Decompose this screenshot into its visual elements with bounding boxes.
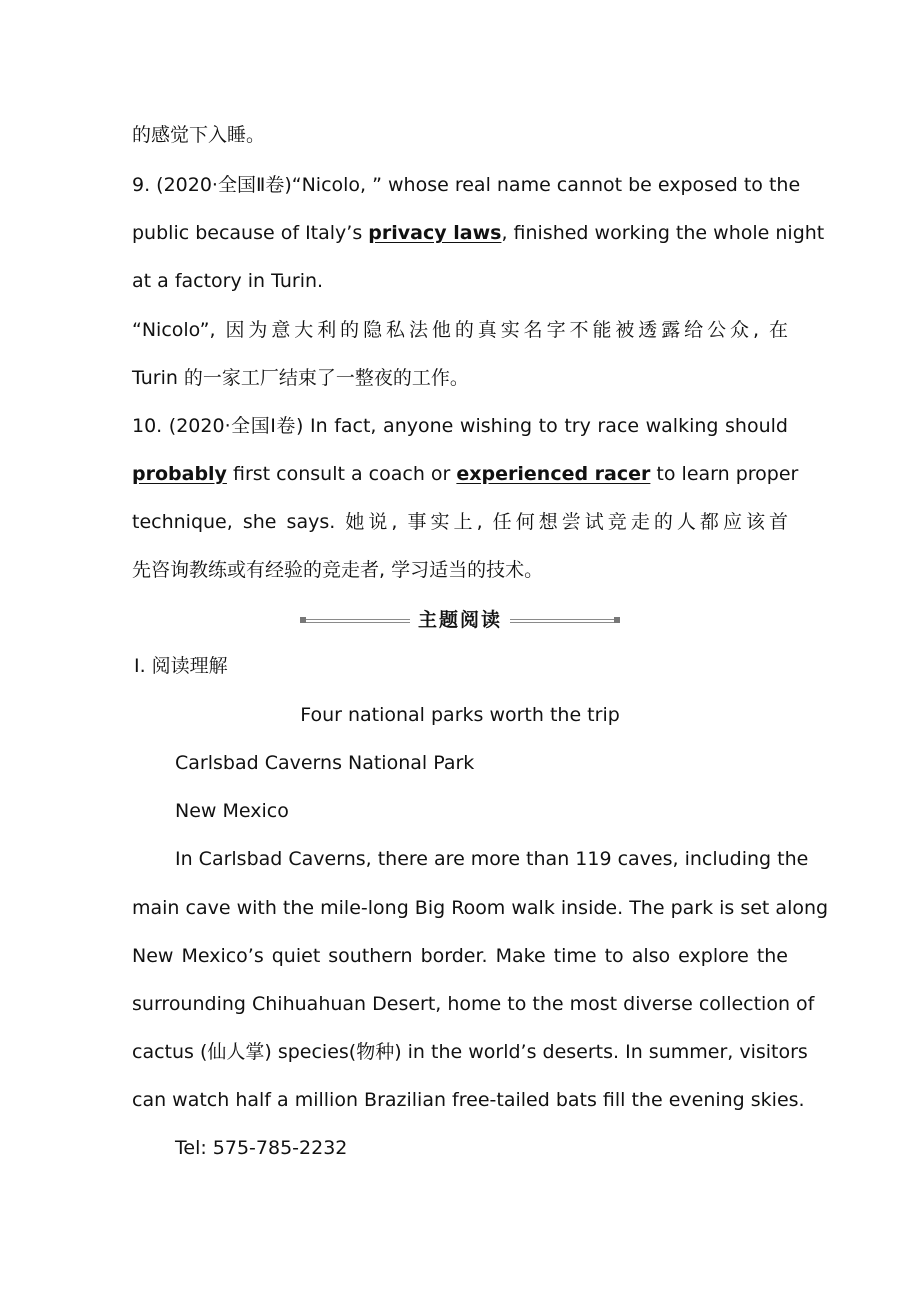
park-state: New Mexico xyxy=(175,800,289,822)
divider-rule xyxy=(306,619,410,623)
park-phone: Tel: 575-785-2232 xyxy=(175,1137,348,1159)
text-segment: first consult a coach or xyxy=(226,463,457,485)
paragraph-line: New Mexico’s quiet southern border. Make time to also explore the xyxy=(132,945,788,967)
part-heading: Ⅰ. 阅读理解 xyxy=(134,655,228,677)
text-line: 的感觉下入睡。 xyxy=(132,124,266,146)
q9-translation-1: “Nicolo”, 因为意大利的隐私法他的真实名字不能被透露给公众, 在 xyxy=(132,319,788,341)
text-segment: public because of Italy’s xyxy=(132,222,369,244)
q9-translation-2: Turin 的一家工厂结束了一整夜的工作。 xyxy=(132,367,469,389)
passage-title: Four national parks worth the trip xyxy=(300,704,620,726)
paragraph-line: cactus (仙人掌) species(物种) in the world’s deserts. In summer, visitors xyxy=(132,1041,808,1063)
park-name: Carlsbad Caverns National Park xyxy=(175,752,475,774)
text-segment: to learn proper xyxy=(650,463,799,485)
section-divider xyxy=(300,607,620,633)
q10-line-3: technique, she says. 她说, 事实上, 任何想尝试竞走的人都应该首 xyxy=(132,511,788,533)
paragraph-line: main cave with the mile-long Big Room walk inside. The park is set along xyxy=(132,897,829,919)
q9-line-3: at a factory in Turin. xyxy=(132,270,324,292)
divider-end-icon xyxy=(614,617,620,623)
underlined-phrase: experienced racer xyxy=(456,463,651,485)
underlined-phrase: privacy laws xyxy=(368,222,502,244)
q10-line-2 xyxy=(132,459,799,489)
paragraph-line: can watch half a million Brazilian free-tailed bats fill the evening skies. xyxy=(132,1089,805,1111)
divider-rule xyxy=(510,619,614,623)
paragraph-line: In Carlsbad Caverns, there are more than 119 caves, including the xyxy=(175,848,809,870)
q9-line-1: 9. (2020·全国Ⅱ卷)“Nicolo, ” whose real name cannot be exposed to the xyxy=(132,174,801,196)
underlined-word: probably xyxy=(132,463,227,485)
section-title: 主题阅读 xyxy=(417,609,502,631)
q10-line-1: 10. (2020·全国Ⅰ卷) In fact, anyone wishing to try race walking should xyxy=(132,415,788,437)
paragraph-line: surrounding Chihuahuan Desert, home to the most diverse collection of xyxy=(132,993,815,1015)
q10-line-4: 先咨询教练或有经验的竞走者, 学习适当的技术。 xyxy=(132,559,544,581)
text-segment: , finished working the whole night xyxy=(501,222,825,244)
q9-line-2 xyxy=(132,218,825,248)
